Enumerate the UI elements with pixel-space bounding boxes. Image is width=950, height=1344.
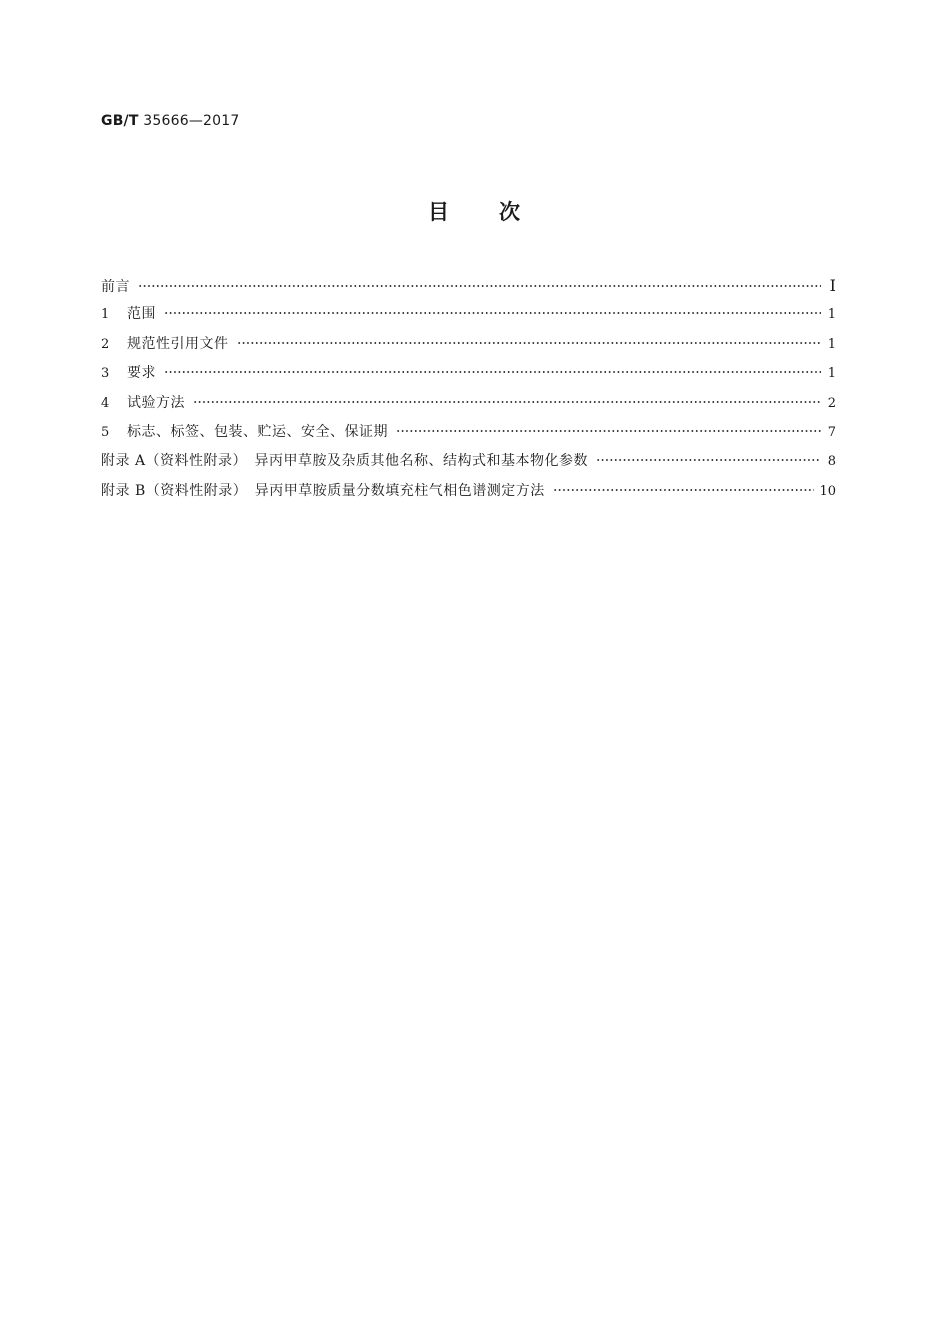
toc-leader-dots bbox=[193, 401, 821, 403]
toc-page-number: 1 bbox=[827, 307, 836, 323]
toc-entry-marking-packaging[interactable] bbox=[101, 418, 836, 447]
page-title bbox=[0, 196, 950, 226]
toc-entry-label: 附录 A（资料性附录） 异丙甲草胺及杂质其他名称、结构式和基本物化参数 bbox=[101, 453, 589, 470]
toc-leader-dots bbox=[596, 459, 821, 461]
toc-page-number: 1 bbox=[827, 366, 836, 382]
toc-leader-dots bbox=[164, 312, 821, 314]
table-of-contents bbox=[101, 271, 836, 506]
title-char-2: 次 bbox=[499, 200, 522, 224]
title-char-1: 目 bbox=[428, 200, 451, 224]
toc-entry-annex-b[interactable] bbox=[101, 477, 836, 506]
toc-leader-dots bbox=[164, 371, 821, 373]
toc-entry-label: 标志、标签、包装、贮运、安全、保证期 bbox=[127, 423, 388, 440]
toc-entry-scope[interactable] bbox=[101, 300, 836, 329]
toc-page-number: 7 bbox=[827, 424, 836, 440]
toc-entry-annex-a[interactable] bbox=[101, 447, 836, 476]
toc-entry-requirements[interactable] bbox=[101, 359, 836, 388]
toc-page-number: 8 bbox=[827, 454, 836, 470]
toc-leader-dots bbox=[138, 285, 821, 287]
toc-entry-label: 要求 bbox=[127, 365, 156, 382]
toc-entry-foreword[interactable] bbox=[101, 271, 836, 300]
toc-page-number: 10 bbox=[819, 483, 836, 499]
standard-number: 35666—2017 bbox=[143, 113, 240, 129]
toc-page-number: 2 bbox=[827, 395, 836, 411]
toc-entry-number: 1 bbox=[101, 307, 110, 323]
toc-entry-number: 2 bbox=[101, 336, 110, 352]
toc-entry-label: 试验方法 bbox=[127, 394, 185, 411]
standard-prefix: GB/T bbox=[101, 113, 139, 129]
toc-entry-number: 4 bbox=[101, 395, 110, 411]
toc-entry-label: 前言 bbox=[101, 279, 130, 295]
toc-entry-test-methods[interactable] bbox=[101, 389, 836, 418]
toc-entry-label: 范围 bbox=[127, 306, 156, 323]
toc-entry-number: 3 bbox=[101, 366, 110, 382]
toc-leader-dots bbox=[396, 430, 821, 432]
toc-page-number: 1 bbox=[827, 336, 836, 352]
toc-entry-number: 5 bbox=[101, 424, 110, 440]
toc-page-number: Ⅰ bbox=[829, 276, 836, 295]
toc-entry-normative-references[interactable] bbox=[101, 330, 836, 359]
toc-entry-label: 附录 B（资料性附录） 异丙甲草胺质量分数填充柱气相色谱测定方法 bbox=[101, 482, 545, 499]
standard-code bbox=[101, 113, 239, 129]
toc-leader-dots bbox=[553, 489, 815, 491]
toc-entry-label: 规范性引用文件 bbox=[127, 335, 229, 352]
toc-leader-dots bbox=[237, 342, 822, 344]
